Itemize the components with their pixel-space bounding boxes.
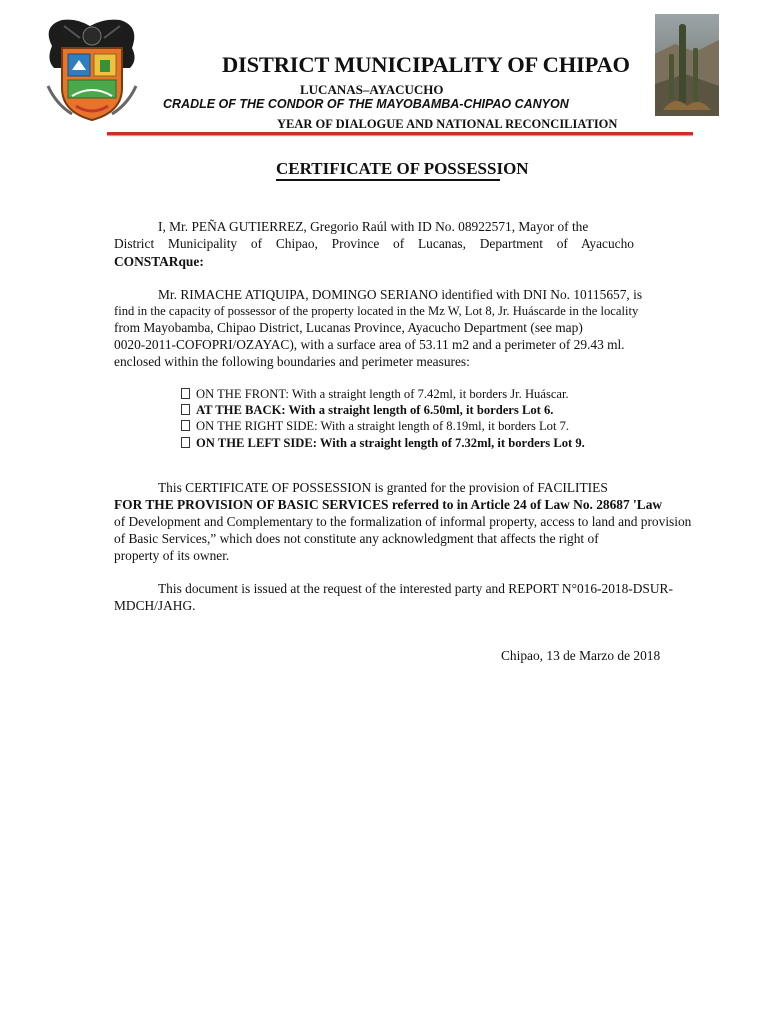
checkbox-icon bbox=[181, 388, 190, 399]
header-divider bbox=[107, 132, 693, 135]
para4-line2: MDCH/JAHG. bbox=[114, 598, 196, 613]
para1-line1: I, Mr. PEÑA GUTIERREZ, Gregorio Raúl with ID No. 08922571, Mayor of the bbox=[158, 219, 589, 234]
year-motto: YEAR OF DIALOGUE AND NATIONAL RECONCILIATION bbox=[277, 117, 618, 131]
issue-date: Chipao, 13 de Marzo de 2018 bbox=[501, 648, 661, 663]
para3-line3: of Development and Complementary to the formalization of informal property, access to land and provision bbox=[114, 514, 692, 529]
para2-line4: 0020-2011-COFOPRI/OZAYAC), with a surface area of 53.11 m2 and a perimeter of 29.43 ml. bbox=[114, 337, 625, 352]
checkbox-icon bbox=[181, 420, 190, 431]
tagline: CRADLE OF THE CONDOR OF THE MAYOBAMBA-CHIPAO CANYON bbox=[163, 97, 569, 111]
para2-line2: find in the capacity of possessor of the property located in the Mz W, Lot 8, Jr. Huáscarde in the locality bbox=[114, 304, 639, 318]
canyon-landscape-photo bbox=[655, 14, 719, 116]
para2-line3: from Mayobamba, Chipao District, Lucanas Province, Ayacucho Department (see map) bbox=[114, 320, 583, 335]
para4-line1: This document is issued at the request of the interested party and REPORT N°016-2018-DSUR- bbox=[158, 581, 673, 596]
location-subtitle: LUCANAS–AYACUCHO bbox=[300, 82, 444, 97]
checkbox-icon bbox=[181, 437, 190, 448]
boundary-item: ON THE RIGHT SIDE: With a straight length of 8.19ml, it borders Lot 7. bbox=[181, 419, 569, 434]
para3-line2: FOR THE PROVISION OF BASIC SERVICES referred to in Article 24 of Law No. 28687 'Law bbox=[114, 497, 663, 512]
para3-line1: This CERTIFICATE OF POSSESSION is granted for the provision of FACILITIES bbox=[158, 480, 608, 495]
boundary-item: ON THE LEFT SIDE: With a straight length of 7.32ml, it borders Lot 9. bbox=[181, 436, 585, 451]
para3-line5: property of its owner. bbox=[114, 548, 230, 563]
para3-line4: of Basic Services,” which does not constitute any acknowledgment that affects the right of bbox=[114, 531, 599, 546]
municipality-coat-of-arms-logo bbox=[42, 16, 142, 124]
para1-line2: District Municipality of Chipao, Province of Lucanas, Department of Ayacucho bbox=[114, 236, 634, 251]
boundary-item: AT THE BACK: With a straight length of 6.50ml, it borders Lot 6. bbox=[181, 403, 553, 418]
certificate-title: CERTIFICATE OF POSSESSION bbox=[276, 159, 529, 178]
checkbox-icon bbox=[181, 404, 190, 415]
para2-line5: enclosed within the following boundaries and perimeter measures: bbox=[114, 354, 470, 369]
boundary-item: ON THE FRONT: With a straight length of 7.42ml, it borders Jr. Huáscar. bbox=[181, 387, 569, 402]
para1-line3: CONSTARque: bbox=[114, 254, 204, 269]
certificate-title-underline bbox=[276, 179, 500, 181]
municipality-title: DISTRICT MUNICIPALITY OF CHIPAO bbox=[222, 52, 630, 77]
para2-line1: Mr. RIMACHE ATIQUIPA, DOMINGO SERIANO identified with DNI No. 10115657, is bbox=[158, 287, 643, 302]
